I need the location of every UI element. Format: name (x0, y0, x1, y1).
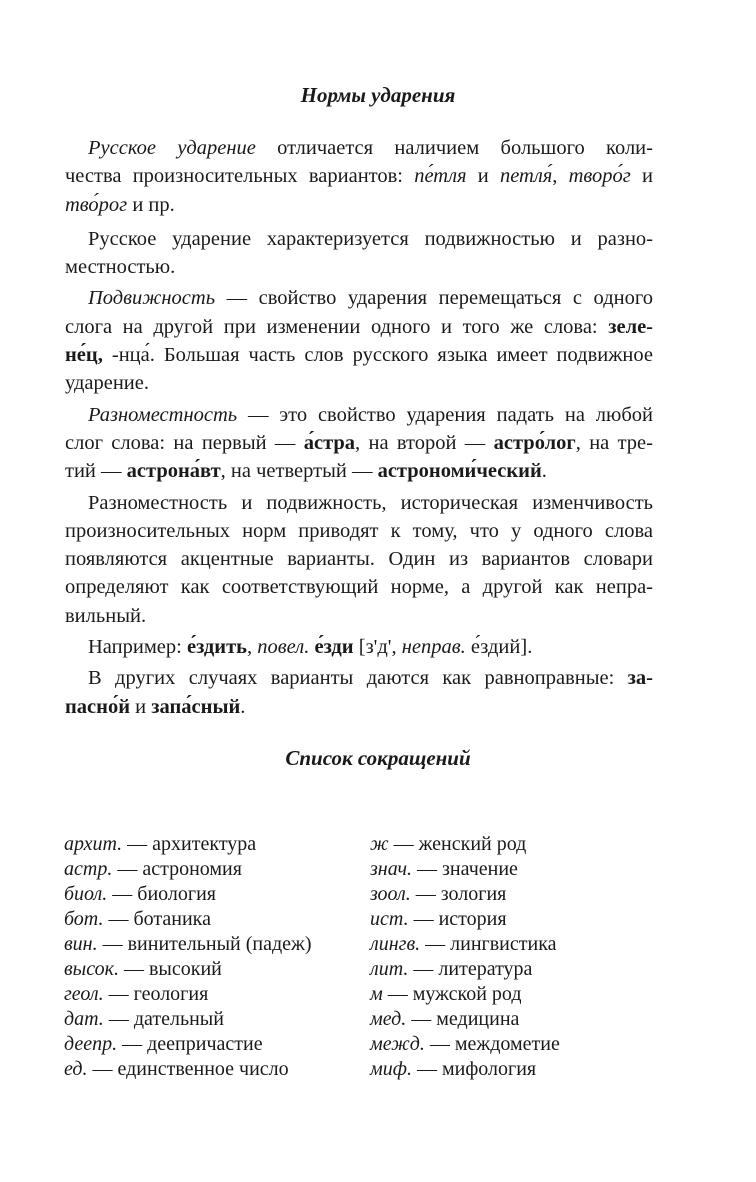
text-run: определяют как соответствующий норме, а другой как непра- (65, 576, 653, 599)
abbreviation-definition: — мифология (411, 1058, 537, 1080)
abbreviation-term: лит. (370, 958, 409, 980)
example-word: пе́тля (414, 165, 467, 188)
abbreviation-term: биол. (64, 883, 108, 905)
text-line (65, 429, 653, 457)
example-word: не́ц, (65, 344, 103, 367)
abbreviation-item (64, 982, 312, 1007)
example-word: тво́рог (65, 193, 128, 216)
text-run: и пр. (127, 193, 175, 216)
section-title-abbreviations: Список сокращений (285, 746, 471, 770)
abbreviation: неправ. (401, 636, 466, 659)
abbreviation-term: ед. (64, 1058, 88, 1080)
abbreviation-term: вин. (64, 933, 98, 955)
abbreviation-definition: — винительный (падеж) (97, 933, 312, 955)
text-run: , (247, 636, 258, 659)
text-run: . (240, 695, 246, 718)
text-run: слог слова: на первый — (65, 431, 304, 454)
text-run: появляются акцентные варианты. Один из вариантов словари (65, 548, 653, 571)
text-line (65, 369, 653, 397)
abbreviation-item (370, 1007, 560, 1032)
abbreviation-definition: — единственное число (87, 1058, 289, 1080)
text-run: тий — (65, 460, 127, 483)
text-line (65, 693, 653, 721)
abbreviation-term: лингв. (370, 933, 421, 955)
abbreviation-item (64, 1007, 312, 1032)
abbreviation-definition: — мужской род (382, 983, 522, 1005)
abbreviation-definition: — лингвистика (420, 933, 557, 955)
example-word: е́здить (186, 636, 248, 659)
abbreviation-item (64, 957, 312, 982)
abbreviation-term: ист. (370, 908, 409, 930)
text-run: е́здий]. (465, 636, 533, 659)
text-line (65, 162, 653, 190)
text-run: слога на другой при изменении одного и того же слова: (65, 315, 609, 338)
abbreviation-item (370, 857, 560, 882)
abbreviation-item (370, 832, 560, 857)
text-run: , (552, 165, 569, 188)
example-word: пасно́й (65, 695, 131, 718)
abbreviation-term: мед. (370, 1008, 407, 1030)
text-run: и (130, 695, 152, 718)
text-run: Например: (88, 636, 187, 659)
text-line (65, 191, 653, 219)
text-line (88, 134, 653, 162)
abbreviation-item (370, 1057, 560, 1082)
abbreviation-definition: — астрономия (112, 858, 242, 880)
text-run: -нца́. Большая часть слов русского языка имеет подвижное (102, 344, 653, 367)
abbreviation-item (64, 857, 312, 882)
text-run: , на тре- (575, 431, 653, 454)
example-word: астрономи́ческий (377, 460, 542, 483)
text-run: Разноместность и подвижность, историческая изменчивость (88, 491, 653, 514)
text-line (65, 545, 653, 573)
text-run: произносительных норм приводят к тому, что у одного слова (65, 519, 653, 542)
text-line (65, 341, 653, 369)
abbreviation-item (370, 882, 560, 907)
abbreviation-list-right (370, 832, 560, 1082)
abbreviation-definition: — медицина (406, 1008, 520, 1030)
text-line (65, 573, 653, 601)
text-run: — это свойство ударения падать на любой (237, 403, 653, 426)
abbreviation-definition: — значение (412, 858, 518, 880)
abbreviation-item (370, 932, 560, 957)
abbreviation-term: астр. (64, 858, 113, 880)
abbreviation-item (64, 1032, 312, 1057)
abbreviation-item (370, 957, 560, 982)
abbreviation-term: дат. (64, 1008, 104, 1030)
abbreviation-item (64, 932, 312, 957)
term: Подвижность (88, 287, 216, 310)
abbreviation-definition: — зология (410, 883, 507, 905)
abbreviation-item (64, 882, 312, 907)
text-line (65, 457, 653, 485)
abbreviation-definition: — деепричастие (117, 1033, 263, 1055)
example-word: е́зди (314, 636, 354, 659)
abbreviation-definition: — биология (107, 883, 216, 905)
text-line (88, 225, 653, 253)
text-run: отличается наличием большого коли- (255, 137, 653, 159)
example-word: а́стра (303, 431, 356, 454)
abbreviation-term: архит. (64, 833, 123, 855)
abbreviation-item (64, 832, 312, 857)
text-run: ударение. (65, 372, 150, 395)
text-run: местностью. (65, 256, 176, 279)
abbreviation-item (64, 1057, 312, 1082)
text-line (65, 253, 653, 281)
text-run: , на четвертый — (220, 460, 378, 483)
abbreviation-term: знач. (370, 858, 413, 880)
text-line (65, 602, 653, 630)
abbreviation-term: м (370, 983, 383, 1005)
abbreviation-list-left (64, 832, 312, 1082)
abbreviation-definition: — архитектура (122, 833, 257, 855)
abbreviation-item (370, 1032, 560, 1057)
abbreviation-term: деепр. (64, 1033, 118, 1055)
term: Русское ударение (88, 137, 256, 159)
text-line (88, 401, 653, 429)
text-run: — свойство ударения перемещаться с одного (215, 287, 653, 310)
example-word: зеле- (608, 315, 653, 338)
section-title-stress-norms: Нормы ударения (300, 83, 456, 107)
example-word: запа́сный (151, 695, 241, 718)
abbreviation-definition: — междометие (424, 1033, 560, 1055)
abbreviation-term: высок. (64, 958, 119, 980)
abbreviation-term: зоол. (370, 883, 411, 905)
text-run: В других случаях варианты даются как равноправные: (88, 667, 628, 690)
abbreviation-item (64, 907, 312, 932)
abbreviation-definition: — литература (408, 958, 533, 980)
abbreviation-item (370, 982, 560, 1007)
abbreviation-definition: — женский род (388, 833, 527, 855)
example-word: астро́лог (493, 431, 576, 454)
abbreviation-definition: — история (408, 908, 507, 930)
abbreviation-term: геол. (64, 983, 104, 1005)
abbreviation-item (370, 907, 560, 932)
text-run: и (466, 165, 500, 188)
text-line (65, 517, 653, 545)
stress-norms-body (65, 134, 653, 721)
text-line (65, 313, 653, 341)
text-run: . (541, 460, 547, 483)
text-run: Русское ударение характеризуется подвижностью и разно- (88, 227, 653, 250)
text-line (88, 633, 653, 661)
abbreviation-definition: — высокий (118, 958, 222, 980)
abbreviation-term: миф. (370, 1058, 412, 1080)
abbreviation-definition: — дательный (103, 1008, 224, 1030)
text-run: чества произносительных вариантов: (65, 165, 415, 188)
abbreviation-term: межд. (370, 1033, 425, 1055)
abbreviation-definition: — ботаника (103, 908, 211, 930)
example-word: петля́ (499, 165, 553, 188)
abbreviation-term: бот. (64, 908, 104, 930)
text-run: [з'д', (353, 636, 402, 659)
example-word: астрона́вт (126, 460, 221, 483)
example-word: за- (627, 667, 653, 690)
term: Разноместность (88, 403, 238, 426)
abbreviation-definition: — геология (103, 983, 209, 1005)
text-line (88, 664, 653, 692)
text-line (88, 489, 653, 517)
abbreviation-term: ж (370, 833, 389, 855)
text-run: и (630, 165, 653, 188)
example-word: творо́г (568, 165, 631, 188)
text-line (88, 284, 653, 312)
text-run: , на второй — (355, 431, 494, 454)
text-run: вильный. (65, 604, 147, 627)
abbreviation: повел. (257, 636, 310, 659)
